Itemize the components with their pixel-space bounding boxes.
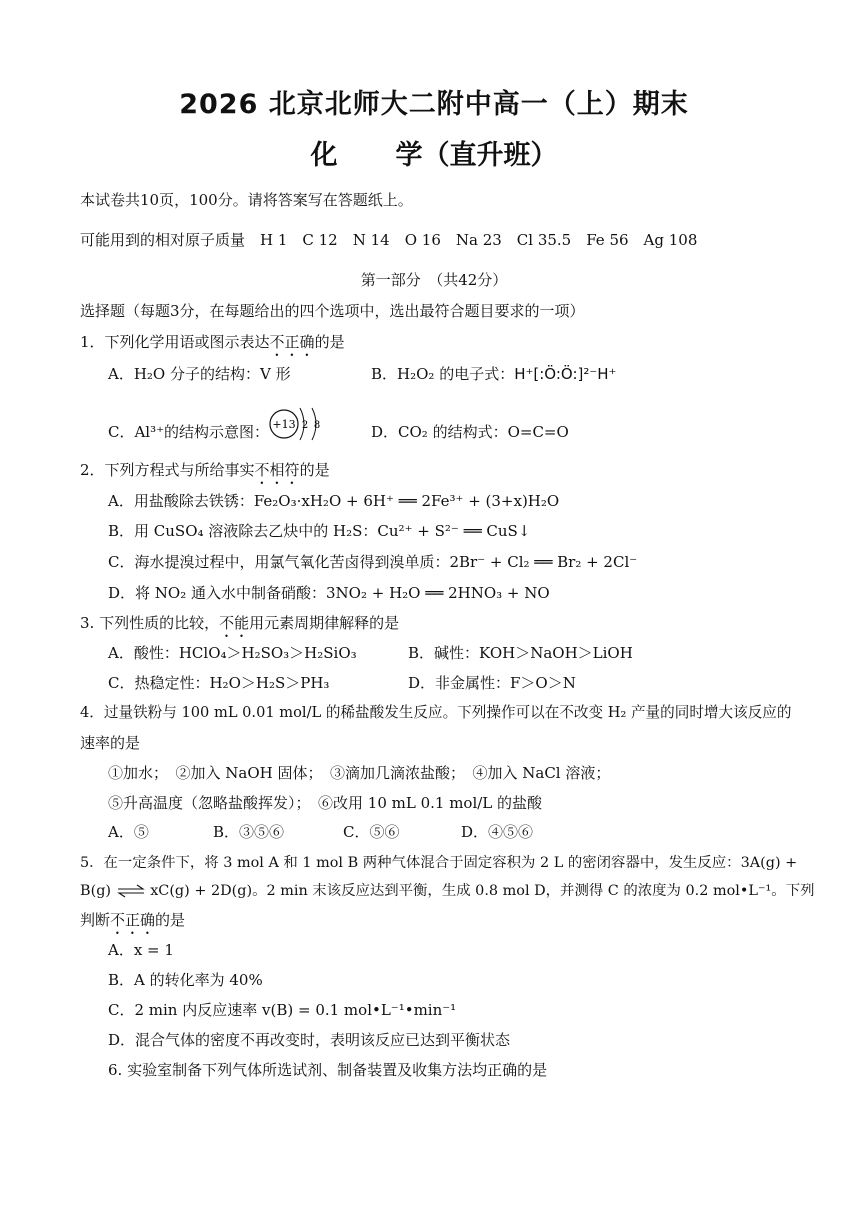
q1-option-c: C．Al³⁺的结构示意图：: [108, 423, 270, 441]
q5-stem-c-a: 判断: [80, 911, 111, 929]
q1-stem: [80, 332, 345, 360]
q4-option-d: D．④⑤⑥: [461, 823, 534, 841]
q2-stem-a: 2．下列方程式与所给事实: [80, 461, 255, 479]
al-ion-structure-diagram: [264, 400, 334, 448]
exam-subject: [0, 133, 868, 172]
q5-stem-line-1: 5．在一定条件下，将 3 mol A 和 1 mol B 两种气体混合于固定容积为 2 L 的密闭容器中，发生反应：3A(g) +: [80, 855, 798, 871]
q3-stem-a: 3. 下列性质的比较，: [80, 614, 220, 632]
shell-electrons-1: 2: [301, 420, 309, 431]
q1-stem-b: 的是: [314, 333, 345, 351]
q3-option-c: C．热稳定性：H₂O＞H₂S＞PH₃: [108, 674, 330, 692]
q5-stem-line-3: [80, 910, 185, 938]
q4-operations-2: ⑤升高温度（忽略盐酸挥发）； ⑥改用 10 mL 0.1 mol/L 的盐酸: [108, 794, 543, 812]
q2-option-d: D．将 NO₂ 通入水中制备硝酸：3NO₂ + H₂O ══ 2HNO₃ + NO: [108, 584, 550, 602]
q1-stem-a: 1．下列化学用语或图示表达: [80, 333, 270, 351]
subject-char: 化: [310, 140, 338, 171]
q5-stem-line-2-rest: xC(g) + 2D(g)。2 min 末该反应达到平衡，生成 0.8 mol D，并测得 C 的浓度为 0.2 mol•L⁻¹。下列: [150, 883, 815, 899]
q2-option-a: A．用盐酸除去铁锈：Fe₂O₃·xH₂O + 6H⁺ ══ 2Fe³⁺ + (3+x)H₂O: [108, 492, 560, 510]
q3-stem: [80, 613, 399, 641]
part-heading: 第一部分 （共42分）: [360, 271, 508, 289]
reversible-arrow-icon: [116, 884, 146, 898]
q4-option-c: C．⑤⑥: [343, 823, 400, 841]
q5-stem-b-reactant: B(g): [80, 883, 112, 899]
intro-line-2: 可能用到的相对原子质量 H 1 C 12 N 14 O 16 Na 23 Cl 35.5 Fe 56 Ag 108: [80, 231, 698, 249]
q1-option-b-formula: H⁺[:Ö:Ö:]²⁻H⁺: [514, 365, 617, 383]
q1-option-b-prefix: B．H₂O₂ 的电子式：: [371, 365, 515, 383]
shell-electrons-2: 8: [313, 420, 321, 431]
q2-option-b: B．用 CuSO₄ 溶液除去乙炔中的 H₂S：Cu²⁺ + S²⁻ ══ CuS↓: [108, 522, 531, 540]
q5-option-d: D．混合气体的密度不再改变时，表明该反应已达到平衡状态: [108, 1031, 511, 1049]
q1-option-b: [371, 364, 616, 384]
q1-option-d: D．CO₂ 的结构式：O=C=O: [371, 423, 569, 441]
q2-stem-emph: 不相符: [254, 461, 300, 479]
q5-stem-line-2: [80, 881, 814, 901]
q1-option-a: A．H₂O 分子的结构：V 形: [108, 365, 291, 383]
q4-stem-line-1: 4．过量铁粉与 100 mL 0.01 mol/L 的稀盐酸发生反应。下列操作可以在不改变 H₂ 产量的同时增大该反应的: [80, 704, 792, 721]
q5-stem-emph: 不正确: [110, 911, 156, 929]
q1-stem-emph: 不正确: [269, 333, 315, 351]
q6-stem: 6. 实验室制备下列气体所选试剂、制备装置及收集方法均正确的是: [108, 1061, 548, 1079]
q2-option-c: C．海水提溴过程中，用氯气氧化苦卤得到溴单质：2Br⁻ + Cl₂ ══ Br₂ + 2Cl⁻: [108, 553, 638, 571]
q2-stem: [80, 460, 330, 488]
q5-option-b: B．A 的转化率为 40%: [108, 971, 263, 989]
q4-option-a: A．⑤: [108, 823, 149, 841]
q5-option-a: A．x = 1: [108, 941, 174, 959]
q5-stem-c-b: 的是: [155, 911, 186, 929]
q3-option-a: A．酸性：HClO₄＞H₂SO₃＞H₂SiO₃: [108, 644, 357, 662]
q4-stem-line-2: 速率的是: [80, 734, 141, 752]
subject-rest: 学（直升班）: [395, 140, 558, 171]
q5-option-c: C．2 min 内反应速率 v(B) = 0.1 mol•L⁻¹•min⁻¹: [108, 1001, 457, 1019]
intro-line-1: 本试卷共10页，100分。请将答案写在答题纸上。: [80, 191, 413, 209]
part-instruction: 选择题（每题3分，在每题给出的四个选项中，选出最符合题目要求的一项）: [80, 302, 585, 320]
q3-option-b: B．碱性：KOH＞NaOH＞LiOH: [408, 644, 633, 662]
q3-option-d: D．非金属性：F＞O＞N: [408, 674, 576, 692]
exam-title: 2026 北京北师大二附中高一（上）期末: [179, 89, 689, 120]
nucleus-charge: +13: [272, 418, 296, 431]
q3-stem-b: 用元素周期律解释的是: [249, 614, 400, 632]
q4-operations-1: ①加水； ②加入 NaOH 固体； ③滴加几滴浓盐酸； ④加入 NaCl 溶液；: [108, 764, 611, 782]
q2-stem-b: 的是: [299, 461, 330, 479]
q3-stem-emph: 不能: [219, 614, 250, 632]
q4-option-b: B．③⑤⑥: [213, 823, 285, 841]
